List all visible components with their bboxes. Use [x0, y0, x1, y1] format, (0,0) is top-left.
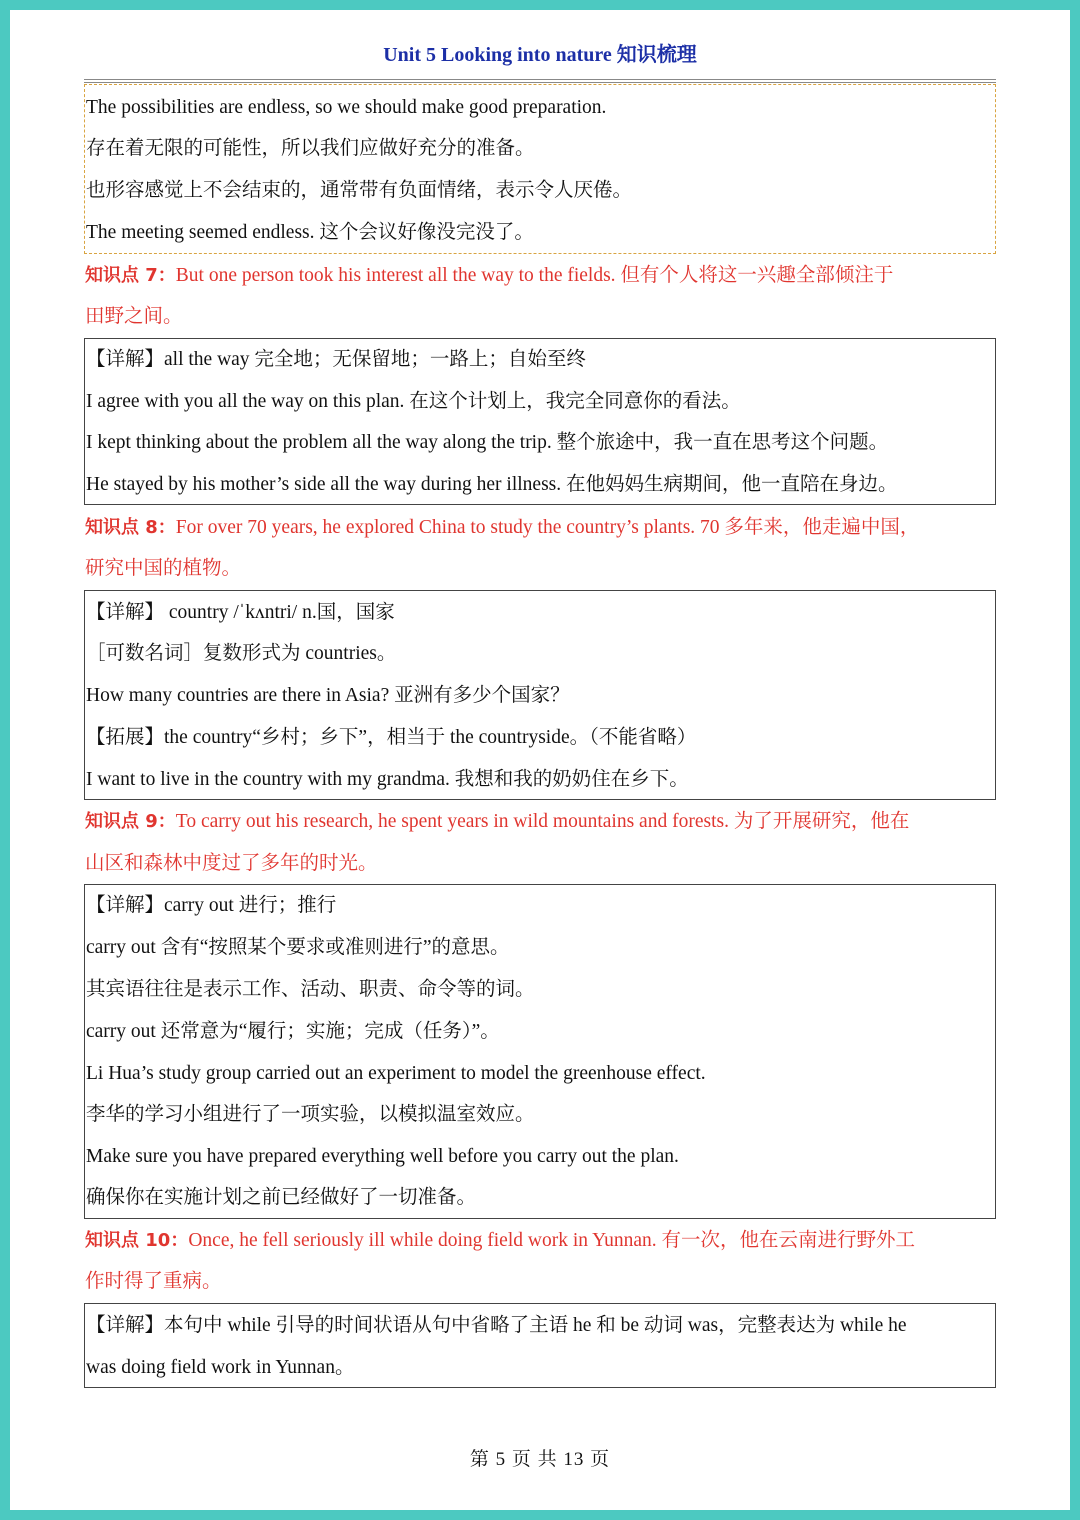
note-line: He stayed by his mother’s side all the way during her illness. 在他妈妈生病期间，他一直陪在身边。 — [86, 474, 898, 495]
knowledge-point-label: 知识点 9： — [85, 811, 176, 832]
knowledge-point-9-translation: 山区和森林中度过了多年的时光。 — [85, 853, 378, 874]
note-line: How many countries are there in Asia? 亚洲有多少个国家？ — [86, 685, 570, 706]
knowledge-point-7 — [85, 262, 893, 290]
knowledge-point-10-translation: 作时得了重病。 — [85, 1271, 222, 1292]
note-line: The possibilities are endless, so we should make good preparation. — [86, 97, 607, 118]
note-line: 李华的学习小组进行了一项实验，以模拟温室效应。 — [86, 1104, 535, 1125]
note-line: 【详解】all the way 完全地；无保留地；一路上；自始至终 — [86, 349, 586, 370]
knowledge-point-sentence: But one person took his interest all the way to the fields. 但有个人将这一兴趣全部倾注于 — [175, 265, 894, 286]
knowledge-point-9 — [85, 808, 909, 836]
knowledge-point-sentence: Once, he fell seriously ill while doing field work in Yunnan. 有一次，他在云南进行野外工 — [188, 1230, 915, 1251]
knowledge-point-8-translation: 研究中国的植物。 — [85, 558, 242, 579]
knowledge-point-sentence: For over 70 years, he explored China to study the country’s plants. 70 多年来，他走遍中国， — [175, 517, 920, 538]
note-line: 存在着无限的可能性，所以我们应做好充分的准备。 — [86, 138, 535, 159]
note-line: Li Hua’s study group carried out an experiment to model the greenhouse effect. — [86, 1063, 706, 1084]
page-number: 第 5 页 共 13 页 — [469, 1449, 611, 1470]
note-line: 【拓展】the country“乡村；乡下”，相当于 the countryside。（不能省略） — [86, 727, 697, 748]
note-line: I agree with you all the way on this plan. 在这个计划上，我完全同意你的看法。 — [86, 391, 741, 412]
note-line: Make sure you have prepared everything well before you carry out the plan. — [86, 1146, 679, 1167]
note-line: I want to live in the country with my grandma. 我想和我的奶奶住在乡下。 — [86, 769, 689, 790]
note-box-all-the-way — [84, 338, 996, 505]
note-line: 【详解】本句中 while 引导的时间状语从句中省略了主语 he 和 be 动词 was，完整表达为 while he — [86, 1315, 907, 1336]
header-divider-bottom — [84, 82, 996, 83]
note-line: I kept thinking about the problem all the way along the trip. 整个旅途中，我一直在思考这个问题。 — [86, 432, 889, 453]
knowledge-point-sentence: To carry out his research, he spent years in wild mountains and forests. 为了开展研究，他在 — [175, 811, 910, 832]
knowledge-point-10 — [85, 1227, 915, 1255]
knowledge-point-label: 知识点 7： — [85, 265, 176, 286]
header-divider-top — [84, 79, 996, 80]
note-line: ［可数名词］复数形式为 countries。 — [86, 643, 397, 664]
knowledge-point-label: 知识点 10： — [85, 1230, 189, 1251]
note-line: The meeting seemed endless. 这个会议好像没完没了。 — [86, 222, 534, 243]
note-line: 确保你在实施计划之前已经做好了一切准备。 — [86, 1187, 477, 1208]
note-box-while-clause — [84, 1303, 996, 1388]
knowledge-point-8 — [85, 514, 919, 542]
page-header-title: Unit 5 Looking into nature 知识梳理 — [383, 44, 697, 66]
knowledge-point-7-translation: 田野之间。 — [85, 306, 183, 327]
note-box-country — [84, 590, 996, 800]
note-box-endless — [84, 84, 996, 254]
note-line: 其宾语往往是表示工作、活动、职责、命令等的词。 — [86, 979, 535, 1000]
note-line: carry out 含有“按照某个要求或准则进行”的意思。 — [86, 937, 510, 958]
knowledge-point-label: 知识点 8： — [85, 517, 176, 538]
note-line: 【详解】 country /ˈkʌntri/ n.国，国家 — [86, 602, 395, 623]
note-line: 【详解】carry out 进行；推行 — [86, 895, 337, 916]
note-line: was doing field work in Yunnan。 — [86, 1357, 355, 1378]
note-line: carry out 还常意为“履行；实施；完成（任务）”。 — [86, 1021, 500, 1042]
note-line: 也形容感觉上不会结束的，通常带有负面情绪，表示令人厌倦。 — [86, 180, 633, 201]
note-box-carry-out — [84, 884, 996, 1219]
